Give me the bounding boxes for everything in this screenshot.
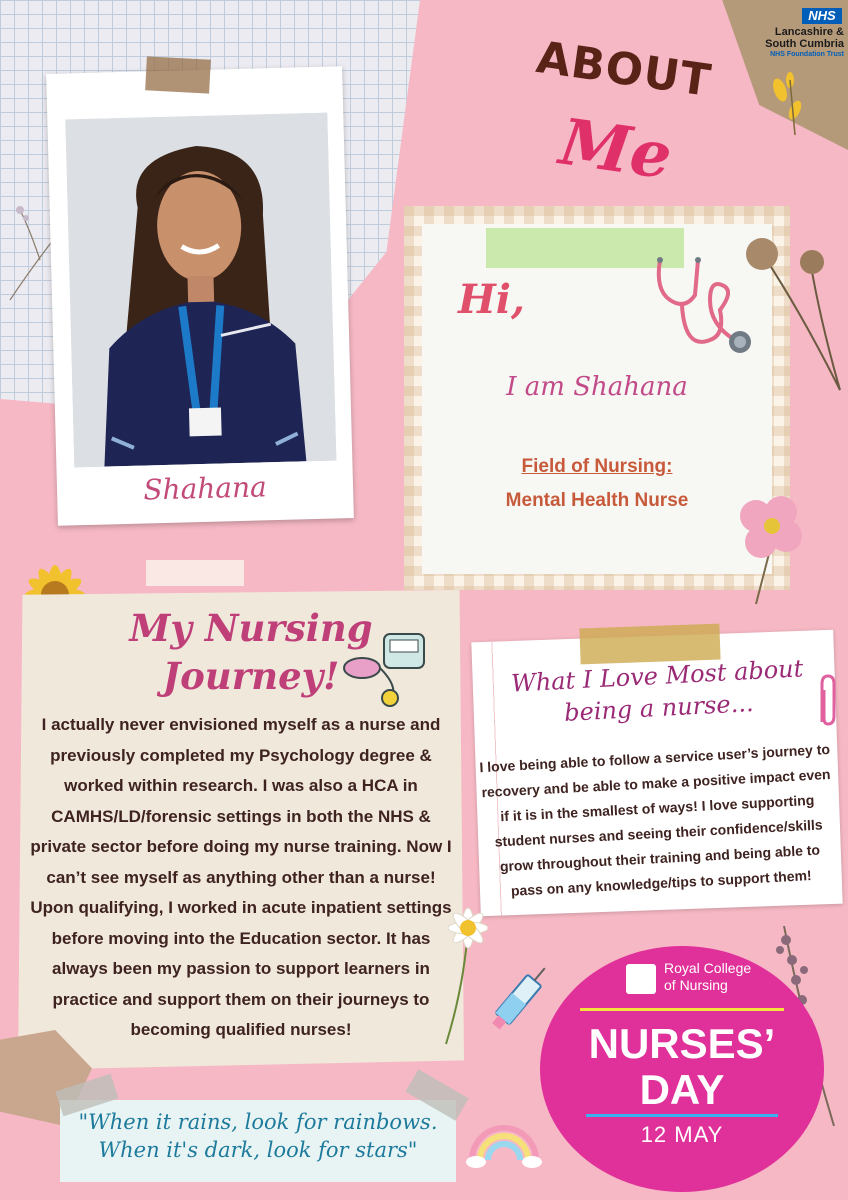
journey-title-line1: My Nursing xyxy=(129,606,373,650)
intro-name-line: I am Shahana xyxy=(506,372,688,402)
about-heading: ABOUT xyxy=(533,32,715,107)
blood-pressure-monitor-icon xyxy=(340,628,430,708)
nurse-portrait-image xyxy=(65,113,336,468)
love-title-line2: being a nurse... xyxy=(563,689,755,727)
quote-text xyxy=(60,1108,456,1164)
tape-strip xyxy=(145,56,211,93)
me-heading: Me xyxy=(555,104,677,195)
nurses-day-badge xyxy=(540,946,824,1192)
yellow-flower-icon xyxy=(760,60,820,140)
nhs-logo: NHS xyxy=(802,8,842,24)
rcn-logo-icon xyxy=(626,964,656,994)
profile-photo xyxy=(65,113,336,468)
journey-title-line2: Journey! xyxy=(162,654,340,698)
nhs-org-line1: Lancashire & xyxy=(774,26,844,38)
love-text: I love being able to follow a service user’s journey to recovery and be able to make a positive impact even if it is in the smallest of ways! I love supporting student nurses and seeing their confidence/skills grow throughout their training and being able to pass on any knowledge/tips to support them! xyxy=(479,740,831,899)
nhs-trust-name: NHS Foundation Trust xyxy=(770,51,844,58)
field-of-nursing-label: Field of Nursing: xyxy=(521,456,673,477)
journey-text: I actually never envisioned myself as a nurse and previously completed my Psychology degree & worked within research. I was also a HCA in CAMHS/LD/forensic settings in both the NHS & private sector before doing my nurse training. Now I can’t see myself as anything other than a nurse! Upon qualifying, I worked in acute inpatient settings before moving into the Education sector. It has always been my passion to support learners in practice and support them on their journeys to becoming qualified nurses! xyxy=(30,715,452,1039)
quote-line1: "When it rains, look for rainbows. xyxy=(78,1110,438,1134)
divider xyxy=(580,1008,784,1011)
nurses-day-title-line2: DAY xyxy=(639,1066,725,1113)
photo-caption: Shahana xyxy=(142,470,268,507)
love-title-line1: What I Love Most about xyxy=(510,654,804,698)
photo-polaroid xyxy=(46,66,354,526)
nurses-day-title-line1: NURSES’ xyxy=(588,1020,776,1067)
rcn-org-line2: of Nursing xyxy=(664,977,728,993)
field-of-nursing-value: Mental Health Nurse xyxy=(505,490,689,511)
nhs-org-line2: South Cumbria xyxy=(765,38,844,50)
nhs-org-name xyxy=(728,26,844,50)
rcn-org-line1: Royal College xyxy=(664,960,752,976)
divider xyxy=(586,1114,778,1117)
greeting: Hi, xyxy=(458,276,525,323)
rainbow-icon xyxy=(464,1110,544,1170)
pink-flower-icon xyxy=(726,486,816,606)
rcn-org-name xyxy=(664,960,784,994)
quote-line2: When it's dark, look for stars" xyxy=(98,1138,418,1162)
dried-flower-icon xyxy=(740,230,848,400)
tape-strip xyxy=(146,560,244,586)
nurses-day-date: 12 MAY xyxy=(640,1122,724,1147)
